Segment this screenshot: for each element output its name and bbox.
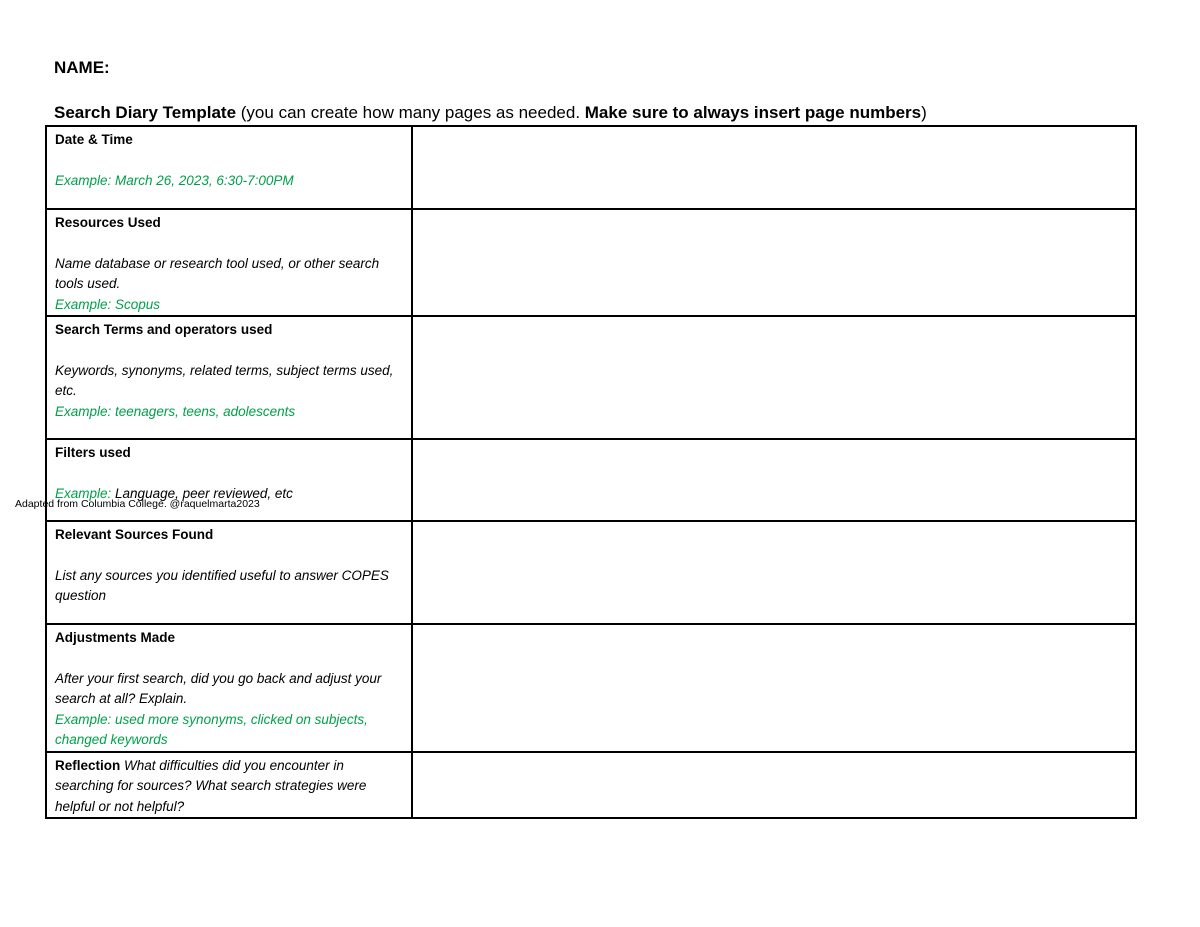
response-cell-search-terms[interactable] [412,316,1136,439]
row-title: Relevant Sources Found [55,527,214,542]
response-cell-date-time[interactable] [412,126,1136,209]
label-cell [46,126,412,209]
table-row-date-time [46,126,1136,209]
response-cell-relevant-sources[interactable] [412,521,1136,624]
row-title: Filters used [55,445,131,460]
table-row-resources-used [46,209,1136,316]
title-instruction-end: ) [921,103,927,122]
table-row-adjustments-made [46,624,1136,752]
row-title: Reflection [55,757,121,773]
name-label: NAME: [54,58,110,77]
label-cell [46,209,412,316]
example-text: Example: Scopus [55,296,161,312]
response-cell-resources-used[interactable] [412,209,1136,316]
row-title: Adjustments Made [55,630,176,645]
row-title: Search Terms and operators used [55,322,273,337]
description-text: What difficulties did you encounter in searching for sources? What search strategies were helpful or not helpful? [55,757,367,814]
example-label: Example: [55,485,112,501]
label-cell [46,316,412,439]
description-text: After your first search, did you go back and adjust your search at all? Explain. [55,670,382,706]
table-row-relevant-sources [46,521,1136,624]
label-cell [46,752,412,819]
response-cell-filters-used[interactable] [412,439,1136,521]
search-diary-table [45,125,1137,819]
document-title [54,103,927,123]
example-text: Example: teenagers, teens, adolescents [55,403,296,419]
title-main: Search Diary Template [54,103,237,122]
example-text: Language, peer reviewed, etc [111,485,293,501]
attribution-footnote: Adapted from Columbia College. @raquelmarta2023 [15,498,260,510]
title-instruction-emphasis: Make sure to always insert page numbers [584,103,922,122]
response-cell-adjustments-made[interactable] [412,624,1136,752]
title-instruction: (you can create how many pages as needed. [236,103,585,122]
example-text: Example: March 26, 2023, 6:30-7:00PM [55,172,294,188]
example-text: Example: used more synonyms, clicked on subjects, changed keywords [55,711,368,747]
table-row-search-terms [46,316,1136,439]
table-row-reflection [46,752,1136,819]
row-title: Resources Used [55,215,161,230]
description-text: Name database or research tool used, or other search tools used. [55,255,380,291]
label-cell [46,521,412,624]
label-cell [46,624,412,752]
response-cell-reflection[interactable] [412,752,1136,819]
description-text: List any sources you identified useful to answer COPES question [55,567,389,603]
description-text: Keywords, synonyms, related terms, subject terms used, etc. [55,362,394,398]
row-title: Date & Time [55,132,133,147]
